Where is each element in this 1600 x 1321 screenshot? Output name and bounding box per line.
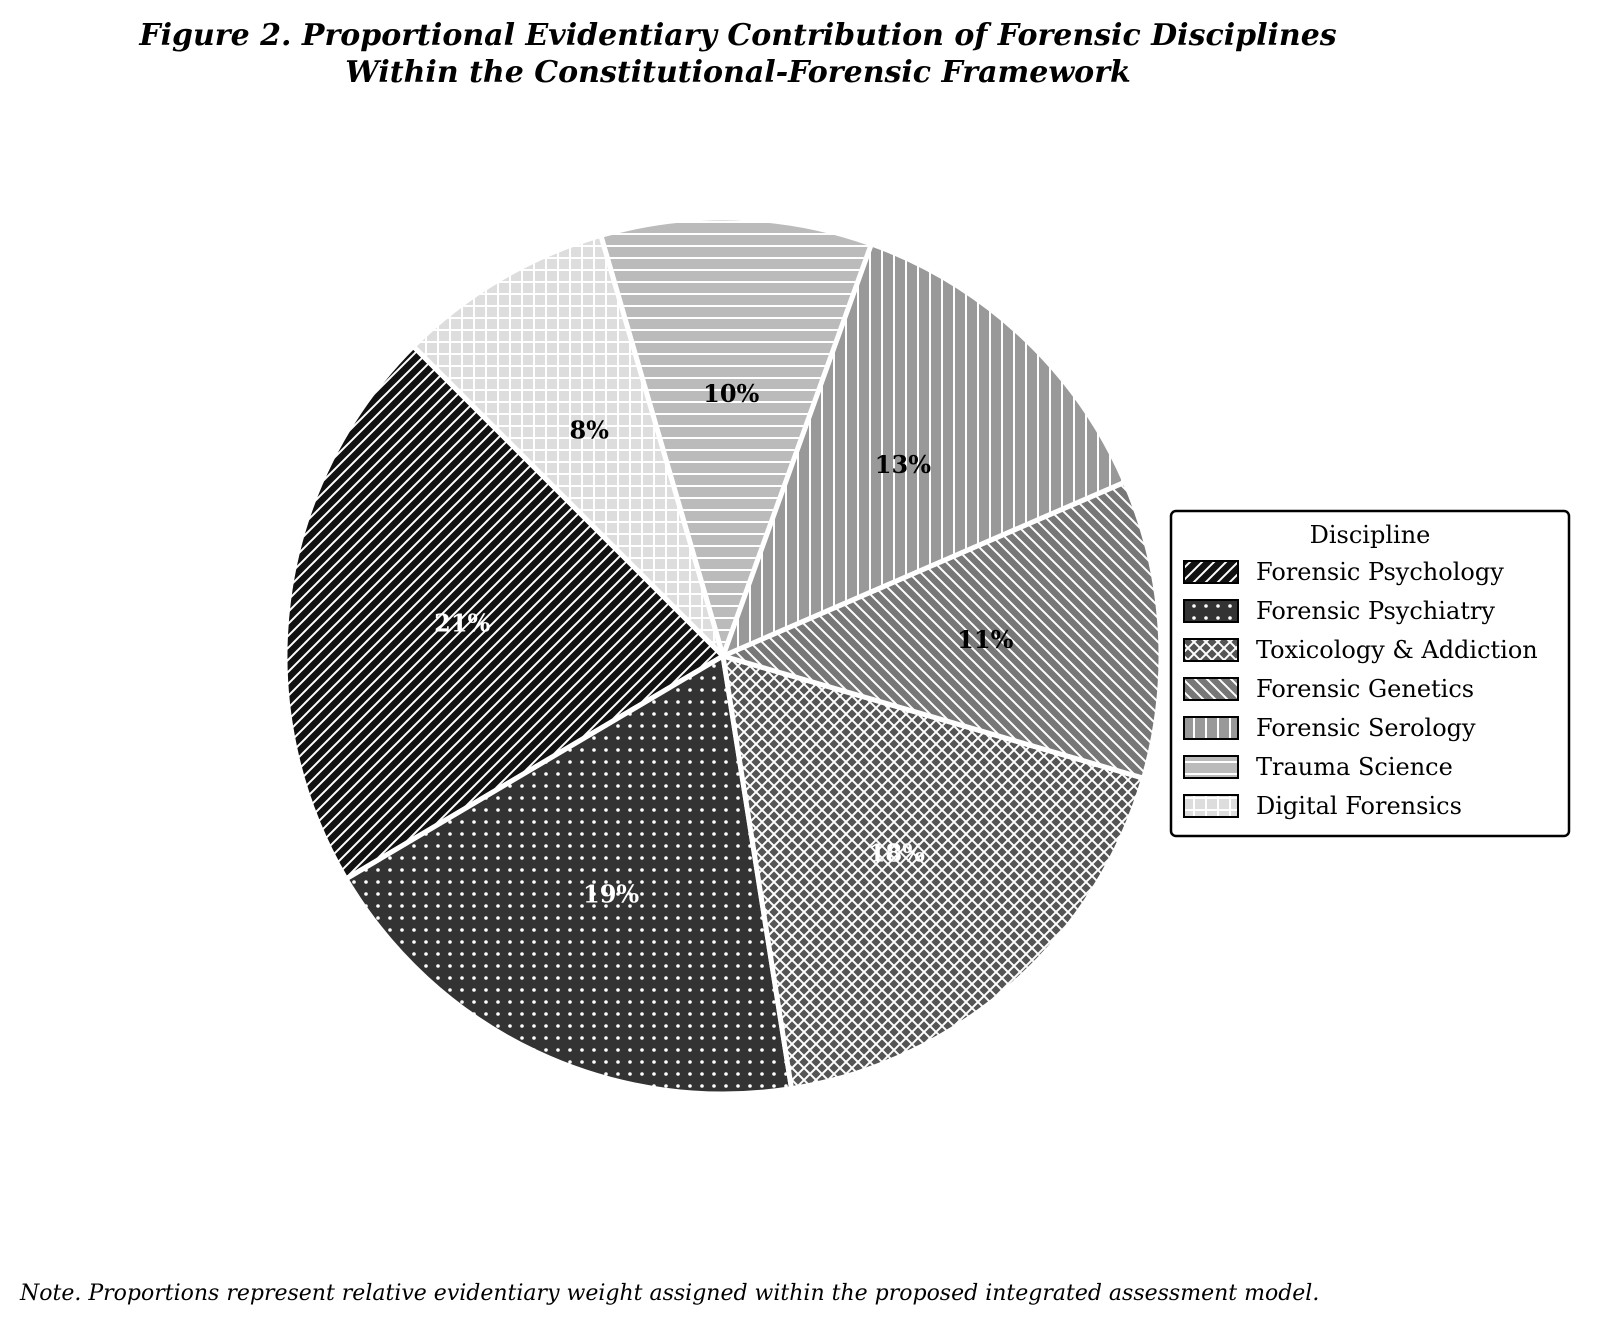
pie-label-forensic-genetics: 11% (957, 624, 1014, 654)
chart-title-line-2: Within the Constitutional-Forensic Framework (345, 55, 1131, 90)
pie-label-digital-forensics: 8% (569, 415, 609, 445)
legend-swatch (1184, 717, 1238, 739)
legend-label: Forensic Genetics (1256, 675, 1475, 703)
legend-item-toxicology-addiction (1184, 636, 1538, 664)
legend-title: Discipline (1309, 521, 1431, 549)
legend-label: Trauma Science (1256, 753, 1453, 781)
chart-title-line-1: Figure 2. Proportional Evidentiary Contribution of Forensic Disciplines (139, 18, 1337, 53)
pie-label-forensic-psychiatry: 19% (583, 879, 640, 909)
legend-label: Forensic Serology (1256, 714, 1476, 742)
legend-item-forensic-psychology (1184, 558, 1504, 586)
pie-label-trauma-science: 10% (703, 378, 760, 408)
legend-item-trauma-science (1184, 753, 1453, 781)
legend-label: Forensic Psychology (1256, 558, 1504, 586)
legend-label: Forensic Psychiatry (1256, 597, 1495, 625)
legend-swatch (1184, 795, 1238, 817)
pie-label-forensic-psychology: 21% (434, 608, 491, 638)
legend-swatch (1184, 678, 1238, 700)
legend-item-forensic-psychiatry (1184, 597, 1495, 625)
pie-label-toxicology-addiction: 18% (868, 838, 925, 868)
legend-label: Digital Forensics (1256, 792, 1462, 820)
legend-label: Toxicology & Addiction (1256, 636, 1538, 664)
legend-item-forensic-genetics (1184, 675, 1474, 703)
pie-label-forensic-serology: 13% (874, 449, 932, 479)
legend-swatch (1184, 600, 1238, 622)
figure-note: Note. Proportions represent relative evidentiary weight assigned within the proposed integrated assessment model. (20, 1281, 1320, 1306)
pie-slices (285, 218, 1161, 1094)
legend-item-digital-forensics (1184, 792, 1462, 820)
legend-swatch (1184, 639, 1238, 661)
legend (1171, 511, 1569, 836)
legend-swatch (1184, 561, 1238, 583)
legend-item-forensic-serology (1184, 714, 1476, 742)
legend-swatch (1184, 756, 1238, 778)
